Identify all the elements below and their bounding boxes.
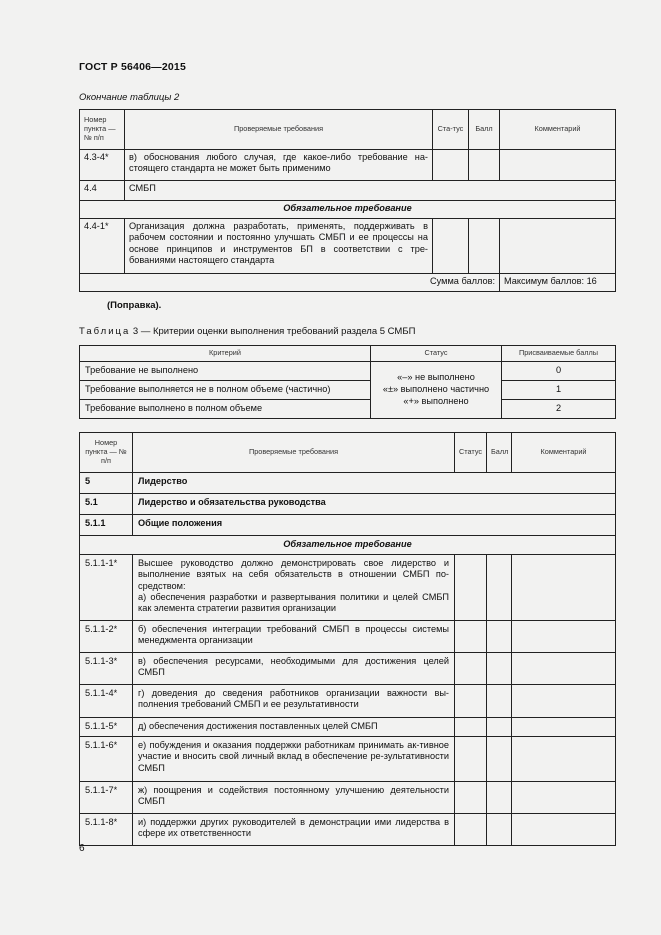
correction-note: (Поправка).: [107, 300, 162, 311]
comment-cell: [512, 782, 616, 814]
mandatory-label: Обязательное требование: [80, 536, 616, 555]
section-row: [80, 494, 616, 515]
score-cell: [487, 737, 512, 782]
row-number: 5.1.1-8*: [80, 814, 133, 846]
header-requirements: Проверяемые требования: [125, 110, 433, 150]
document-code: ГОСТ Р 56406—2015: [79, 61, 187, 73]
mandatory-row: [80, 536, 616, 555]
row-number: 5.1.1-5*: [80, 718, 133, 737]
section-title: Лидерство: [133, 473, 616, 494]
row-text: г) доведения до сведения работников организации важности вы-полнения требований СМБП и ее результативности: [133, 685, 455, 718]
header-status: Статус: [455, 433, 487, 473]
table-row: [80, 653, 616, 685]
table-2-continuation-caption: Окончание таблицы 2: [79, 92, 180, 103]
comment-cell: [512, 653, 616, 685]
status-cell: [455, 555, 487, 621]
row-text-item: а) обеспечения разработки и развертывания политики и целей СМБП как элемента стратегии развития организации: [138, 591, 449, 614]
table-3-caption: [79, 326, 415, 337]
table-3: [79, 345, 616, 419]
status-cell: [455, 718, 487, 737]
table-row: [80, 718, 616, 737]
score-cell: [469, 219, 500, 274]
status-line: «+» выполнено: [403, 395, 469, 406]
page-number: 6: [79, 843, 85, 854]
table-4: [79, 432, 616, 846]
table-header-row: [80, 110, 616, 150]
table-row: [80, 150, 616, 181]
score-cell: [487, 718, 512, 737]
row-text: СМБП: [125, 181, 616, 201]
row-number: 4.4-1*: [80, 219, 125, 274]
header-score: Балл: [469, 110, 500, 150]
comment-cell: [512, 685, 616, 718]
table-row: [80, 555, 616, 621]
status-cell: [433, 150, 469, 181]
table-number: 3: [132, 326, 139, 337]
header-number: Номер пункта — № п/п: [80, 110, 125, 150]
mandatory-row: [80, 201, 616, 219]
row-text: ж) поощрения и содействия постоянному улучшению деятельности СМБП: [133, 782, 455, 814]
status-cell: [455, 737, 487, 782]
score-cell: [487, 782, 512, 814]
score-cell: [487, 555, 512, 621]
status-line: «±» выполнено частично: [382, 384, 490, 395]
header-status: Статус: [371, 346, 502, 362]
table-row: [80, 737, 616, 782]
comment-cell: [512, 814, 616, 846]
section-row: [80, 473, 616, 494]
comment-cell: [500, 219, 616, 274]
row-text: Организация должна разработать, применять, поддерживать в рабочем состоянии и постоянно улучшать СМБП и ее процессы на основе принципов и инструментов БП в соответствии с тре-бованиями настоящего стандарта: [125, 219, 433, 274]
row-text-intro: Высшее руководство должно демонстрировать свое лидерство и выполнение взятых на себя обязательств в отношении СМБП по-средством:: [138, 558, 449, 591]
row-number: 5.1.1-2*: [80, 621, 133, 653]
status-legend: [371, 362, 502, 419]
row-text: е) побуждения и оказания поддержки работникам принимать ак-тивное участие и вносить свой личный вклад в обеспечение ре-зультативности СМБП: [133, 737, 455, 782]
max-score: Максимум баллов: 16: [500, 274, 616, 292]
header-comment: Комментарий: [512, 433, 616, 473]
table-row: [80, 381, 616, 400]
row-number: 4.3-4*: [80, 150, 125, 181]
comment-cell: [512, 621, 616, 653]
header-comment: Комментарий: [500, 110, 616, 150]
table-header-row: [80, 346, 616, 362]
points-value: 2: [502, 400, 616, 419]
status-line: «–» не выполнено: [397, 372, 475, 383]
header-points: Присваиваемые баллы: [502, 346, 616, 362]
comment-cell: [512, 718, 616, 737]
section-title: Лидерство и обязательства руководства: [133, 494, 616, 515]
row-number: 5.1.1-6*: [80, 737, 133, 782]
row-number: 4.4: [80, 181, 125, 201]
criterion-text: Требование выполнено в полном объеме: [80, 400, 371, 419]
score-cell: [487, 653, 512, 685]
points-value: 0: [502, 362, 616, 381]
comment-cell: [512, 555, 616, 621]
row-number: 5.1.1-1*: [80, 555, 133, 621]
section-number: 5: [80, 473, 133, 494]
table-row: [80, 219, 616, 274]
status-cell: [455, 782, 487, 814]
section-number: 5.1: [80, 494, 133, 515]
row-text: [133, 555, 455, 621]
table-word: Таблица: [79, 326, 131, 337]
section-row: [80, 515, 616, 536]
section-number: 5.1.1: [80, 515, 133, 536]
status-cell: [433, 219, 469, 274]
header-number: Номер пункта — № п/п: [80, 433, 133, 473]
score-cell: [487, 814, 512, 846]
score-cell: [487, 685, 512, 718]
row-text: д) обеспечения достижения поставленных целей СМБП: [133, 718, 455, 737]
table-row: [80, 685, 616, 718]
row-number: 5.1.1-3*: [80, 653, 133, 685]
row-number: 5.1.1-4*: [80, 685, 133, 718]
status-cell: [455, 653, 487, 685]
comment-cell: [500, 150, 616, 181]
table-2-end: [79, 109, 616, 292]
points-value: 1: [502, 381, 616, 400]
table-title: — Критерии оценки выполнения требований раздела 5 СМБП: [140, 326, 416, 337]
table-row: [80, 181, 616, 201]
row-text: и) поддержки других руководителей в демонстрации ими лидерства в сфере их ответственности: [133, 814, 455, 846]
header-requirements: Проверяемые требования: [133, 433, 455, 473]
header-criterion: Критерий: [80, 346, 371, 362]
status-cell: [455, 621, 487, 653]
row-text: в) обоснования любого случая, где какое-либо требование на-стоящего стандарта не может быть применимо: [125, 150, 433, 181]
section-title: Общие положения: [133, 515, 616, 536]
score-cell: [487, 621, 512, 653]
header-score: Балл: [487, 433, 512, 473]
sum-row: [80, 274, 616, 292]
mandatory-label: Обязательное требование: [80, 201, 616, 219]
table-row: [80, 782, 616, 814]
status-cell: [455, 814, 487, 846]
status-cell: [455, 685, 487, 718]
header-status: Ста-тус: [433, 110, 469, 150]
row-text: в) обеспечения ресурсами, необходимыми для достижения целей СМБП: [133, 653, 455, 685]
table-header-row: [80, 433, 616, 473]
row-text: б) обеспечения интеграции требований СМБП в процессы системы менеджмента организации: [133, 621, 455, 653]
criterion-text: Требование выполняется не в полном объеме (частично): [80, 381, 371, 400]
table-row: [80, 362, 616, 381]
comment-cell: [512, 737, 616, 782]
score-cell: [469, 150, 500, 181]
sum-label: Сумма баллов:: [80, 274, 500, 292]
table-row: [80, 621, 616, 653]
table-row: [80, 814, 616, 846]
row-number: 5.1.1-7*: [80, 782, 133, 814]
table-row: [80, 400, 616, 419]
criterion-text: Требование не выполнено: [80, 362, 371, 381]
